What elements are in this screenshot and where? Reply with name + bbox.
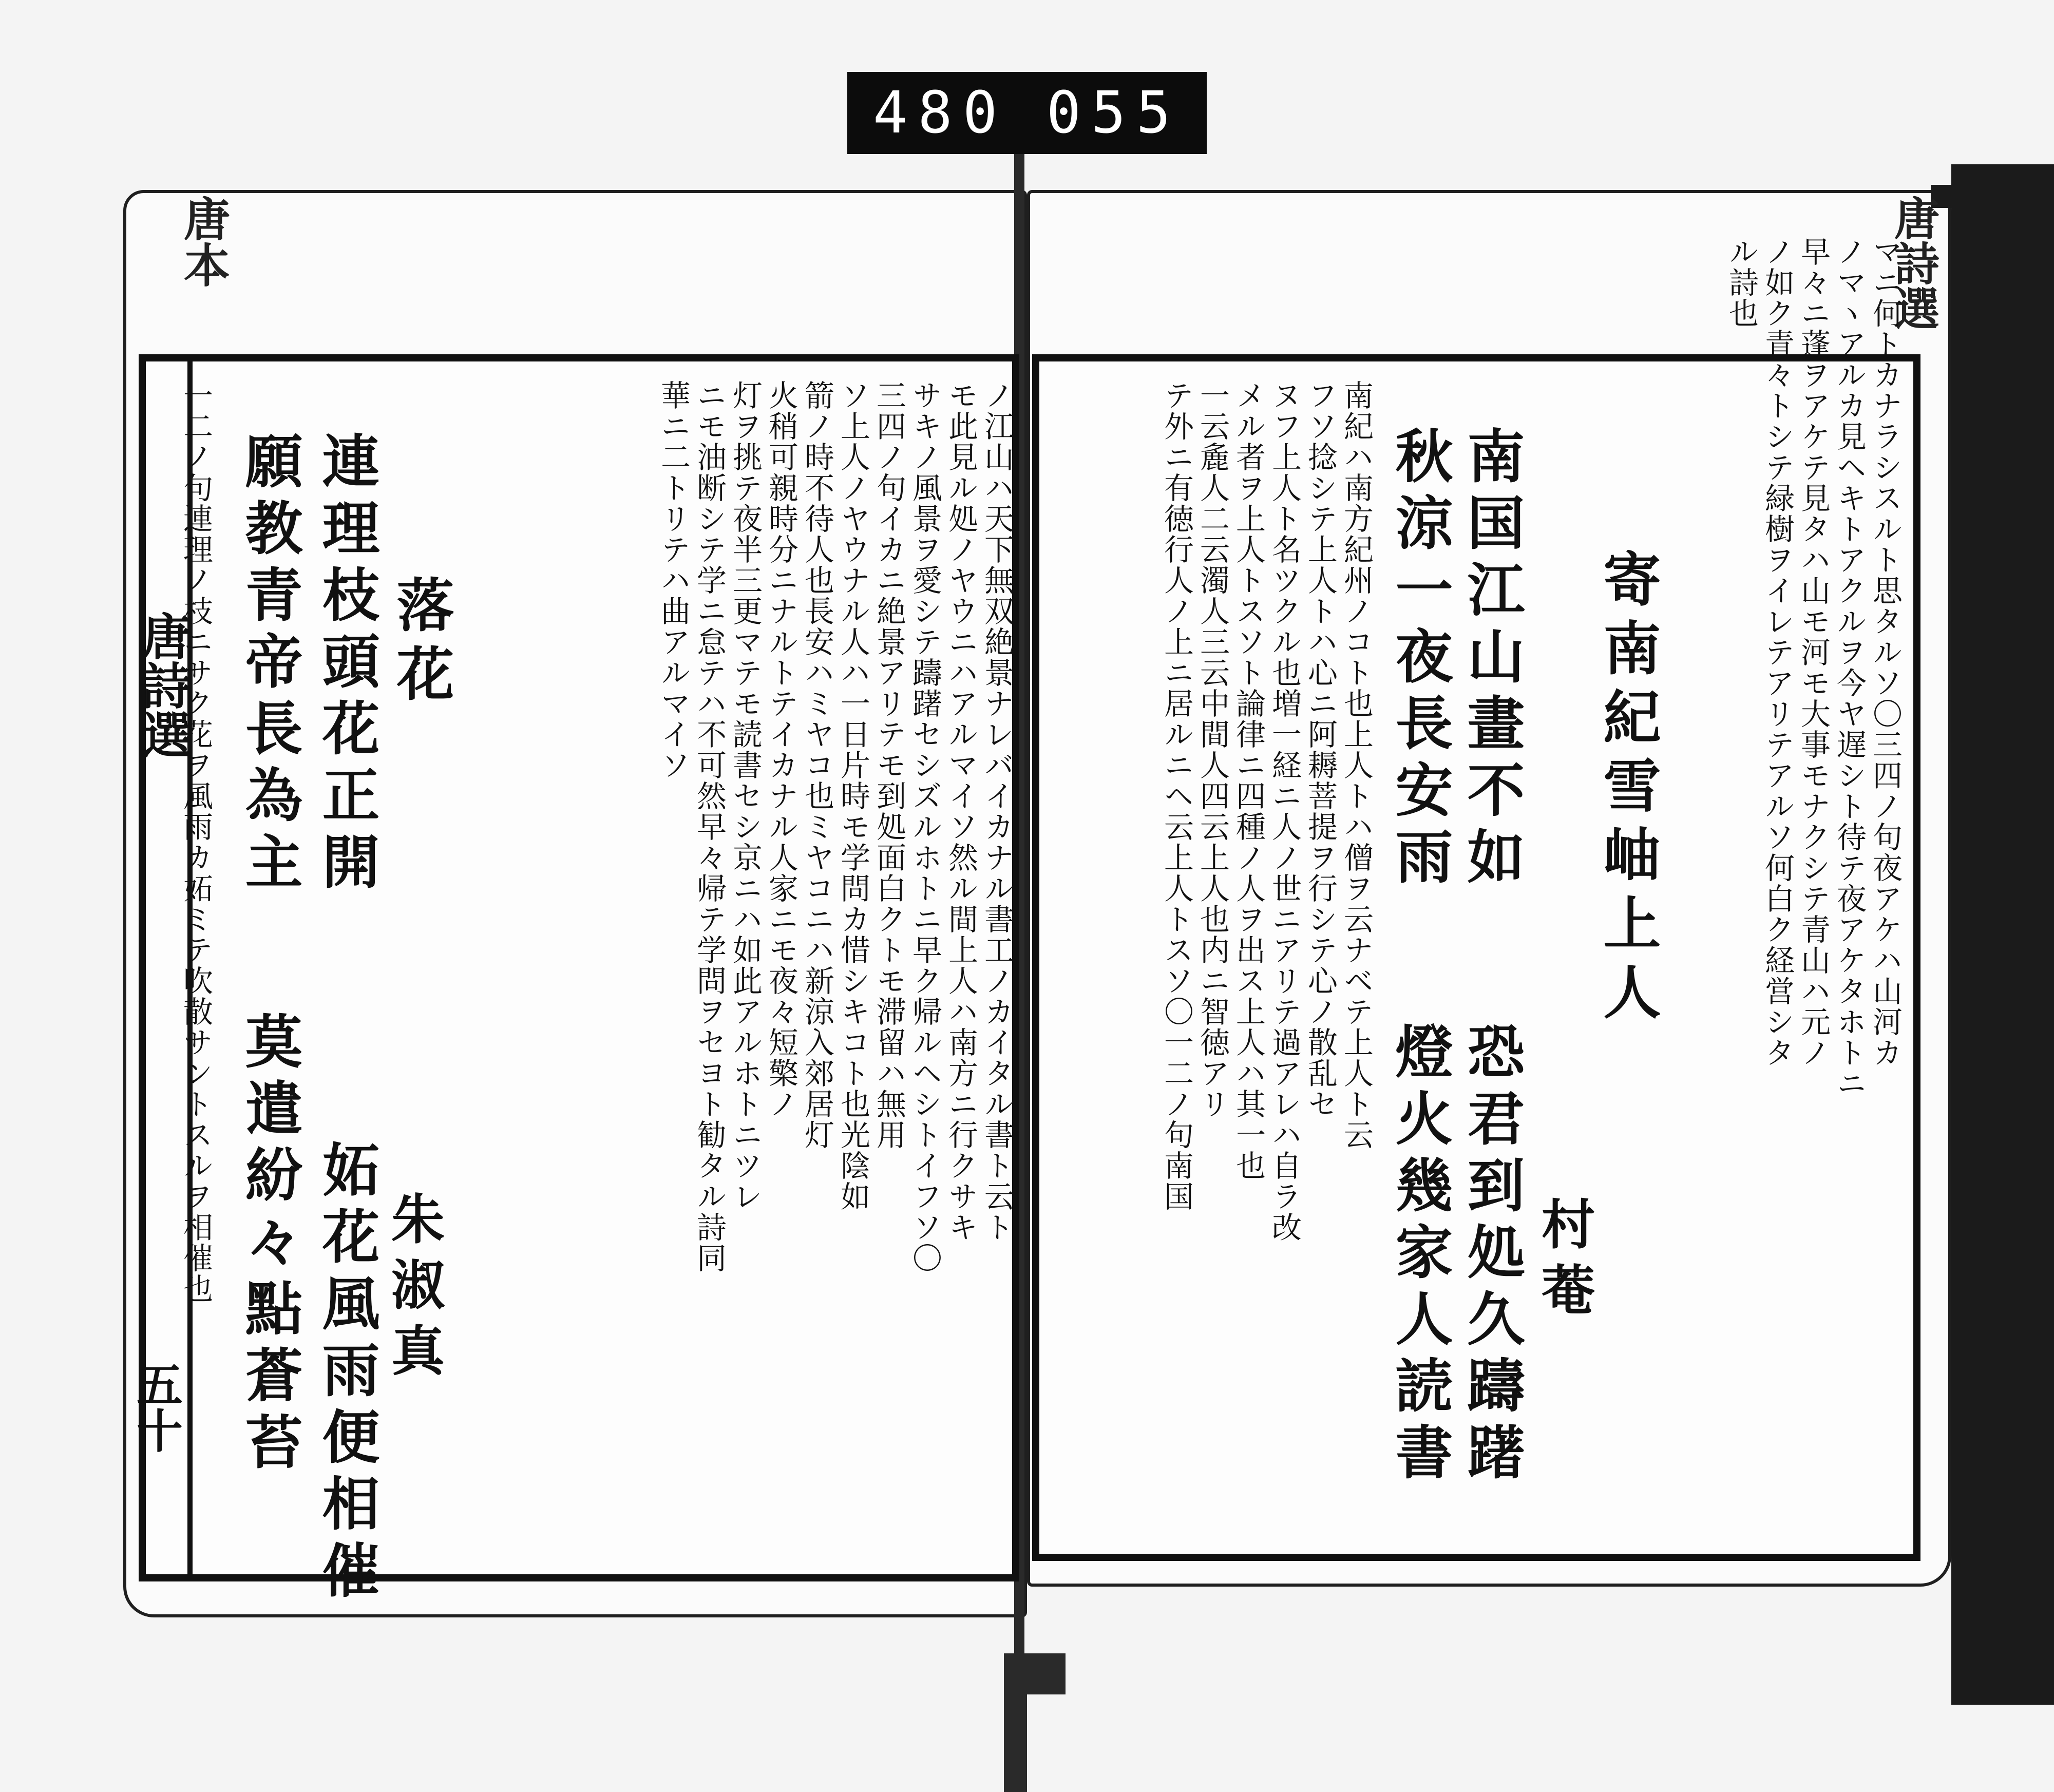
right-poem-line: 秋涼一夜長安雨 bbox=[1386, 426, 1453, 893]
right-commentary-line: マニ何トカナラシスルト思タルソ〇三四ノ句夜アケハ山河カ bbox=[1868, 236, 1903, 1068]
left-commentary-line: ノ江山ハ天下無双絶景ナレバイカナル書工ノカイタル書ト云ト bbox=[979, 380, 1014, 1243]
book-edge-tab bbox=[1931, 185, 2054, 208]
left-commentary-line: 灯ヲ挑テ夜半三更マテモ読書セシ京ニハ如此アルホトニツレ bbox=[728, 380, 763, 1212]
left-poem-line: 願教青帝長為主 bbox=[236, 431, 303, 899]
left-commentary-line: 火稍可親時分ニナルトテイカナル人家ニモ夜々短檠ノ bbox=[764, 380, 798, 1119]
left-commentary-line: サキノ風景ヲ愛シテ躊躇セシズルホトニ早ク帰ルヘシトイフソ〇 bbox=[907, 380, 942, 1273]
left-poem-line: 妬花風雨便相催 bbox=[313, 1140, 380, 1607]
right-commentary-line: ノマヽアルカ見ヘキトアクルヲ今ヤ遅シト待テ夜アケタホトニ bbox=[1832, 236, 1867, 1099]
margin-title-text: 唐詩選 bbox=[134, 611, 192, 759]
left-commentary-line: 一二ノ句連理ノ枝ニサク花ヲ風雨カ妬ミテ吹散サントスルヲ相催也 bbox=[178, 380, 213, 1304]
right-commentary-line: フソ捻シテ上人トハ心ニ阿耨菩提ヲ行シテ心ノ散乱セ bbox=[1303, 380, 1338, 1119]
right-poem-line: 燈火幾家人読書 bbox=[1386, 1022, 1453, 1489]
right-poem-title: 寄南紀雪岫上人 bbox=[1594, 549, 1661, 1031]
right-poem-line: 恐君到処久躊躇 bbox=[1458, 1022, 1525, 1489]
left-commentary-line: 三四ノ句イカニ絶景アリテモ到処面白クトモ滞留ハ無用 bbox=[871, 380, 906, 1150]
left-commentary-line: モ此見ル処ノヤウニハアルマイソ然ル間上人ハ南方ニ行クサキ bbox=[943, 380, 978, 1243]
left-commentary-line: ニモ油断シテ学ニ怠テハ不可然早々帰テ学問ヲセヨト勧タル詩同 bbox=[692, 380, 727, 1273]
left-corner-text: 唐本 bbox=[176, 195, 230, 288]
right-commentary-line: メル者ヲ上人トスソト論律ニ四種ノ人ヲ出ス上人ハ其一也 bbox=[1231, 380, 1266, 1181]
right-commentary-line: ル詩也 bbox=[1724, 236, 1759, 329]
right-commentary-line: 一云麁人二云濁人三云中間人四云上人也内ニ智徳アリ bbox=[1195, 380, 1230, 1119]
right-commentary-line: テ外ニ有徳行人ノ上ニ居ルニヘ云上人トスソ〇一二ノ句南国 bbox=[1159, 380, 1194, 1212]
left-poem-line: 莫遣紛々點蒼苔 bbox=[236, 1012, 303, 1479]
spine-clamp-gap bbox=[1027, 1694, 1066, 1792]
right-corner-text: 唐詩選 bbox=[1887, 195, 1941, 331]
right-poem-author: 村菴 bbox=[1532, 1196, 1595, 1328]
left-commentary-line: 華ニ二トリテハ曲アルマイソ bbox=[656, 380, 691, 780]
left-commentary-line: 箭ノ時不待人也長安ハミヤコ也ミヤコニハ新涼入郊居灯 bbox=[800, 380, 834, 1150]
left-poem-line: 連理枝頭花正開 bbox=[313, 431, 380, 899]
right-commentary-line: ノ如ク青々トシテ緑樹ヲイレテアリテアルソ何白ク経営シタ bbox=[1760, 236, 1795, 1068]
right-poem-line: 南国江山畫不如 bbox=[1458, 426, 1525, 893]
left-commentary-line: ソ上人ノヤウナル人ハ一日片時モ学問カ惜シキコト也光陰如 bbox=[835, 380, 870, 1212]
catalog-number-right: 055 bbox=[1046, 80, 1181, 146]
left-poem-author: 朱淑真 bbox=[382, 1191, 445, 1388]
catalog-number-left: 480 bbox=[873, 80, 1008, 146]
right-commentary-line: 南紀ハ南方紀州ノコト也上人トハ僧ヲ云ナベテ上人ト云 bbox=[1339, 380, 1374, 1150]
right-commentary-line: ヌフ上人ト名ツクル也増一経ニ人ノ世ニアリテ過アレハ自ラ改 bbox=[1267, 380, 1302, 1243]
book-edge bbox=[1951, 164, 2054, 1705]
catalog-number-plate bbox=[847, 72, 1207, 154]
left-poem-title: 落花 bbox=[387, 575, 454, 713]
right-commentary-line: 早々ニ蓬ヲアケテ見タハ山モ河モ大事モナクシテ青山ハ元ノ bbox=[1796, 236, 1831, 1068]
folio-number: 五十 bbox=[128, 1361, 183, 1453]
